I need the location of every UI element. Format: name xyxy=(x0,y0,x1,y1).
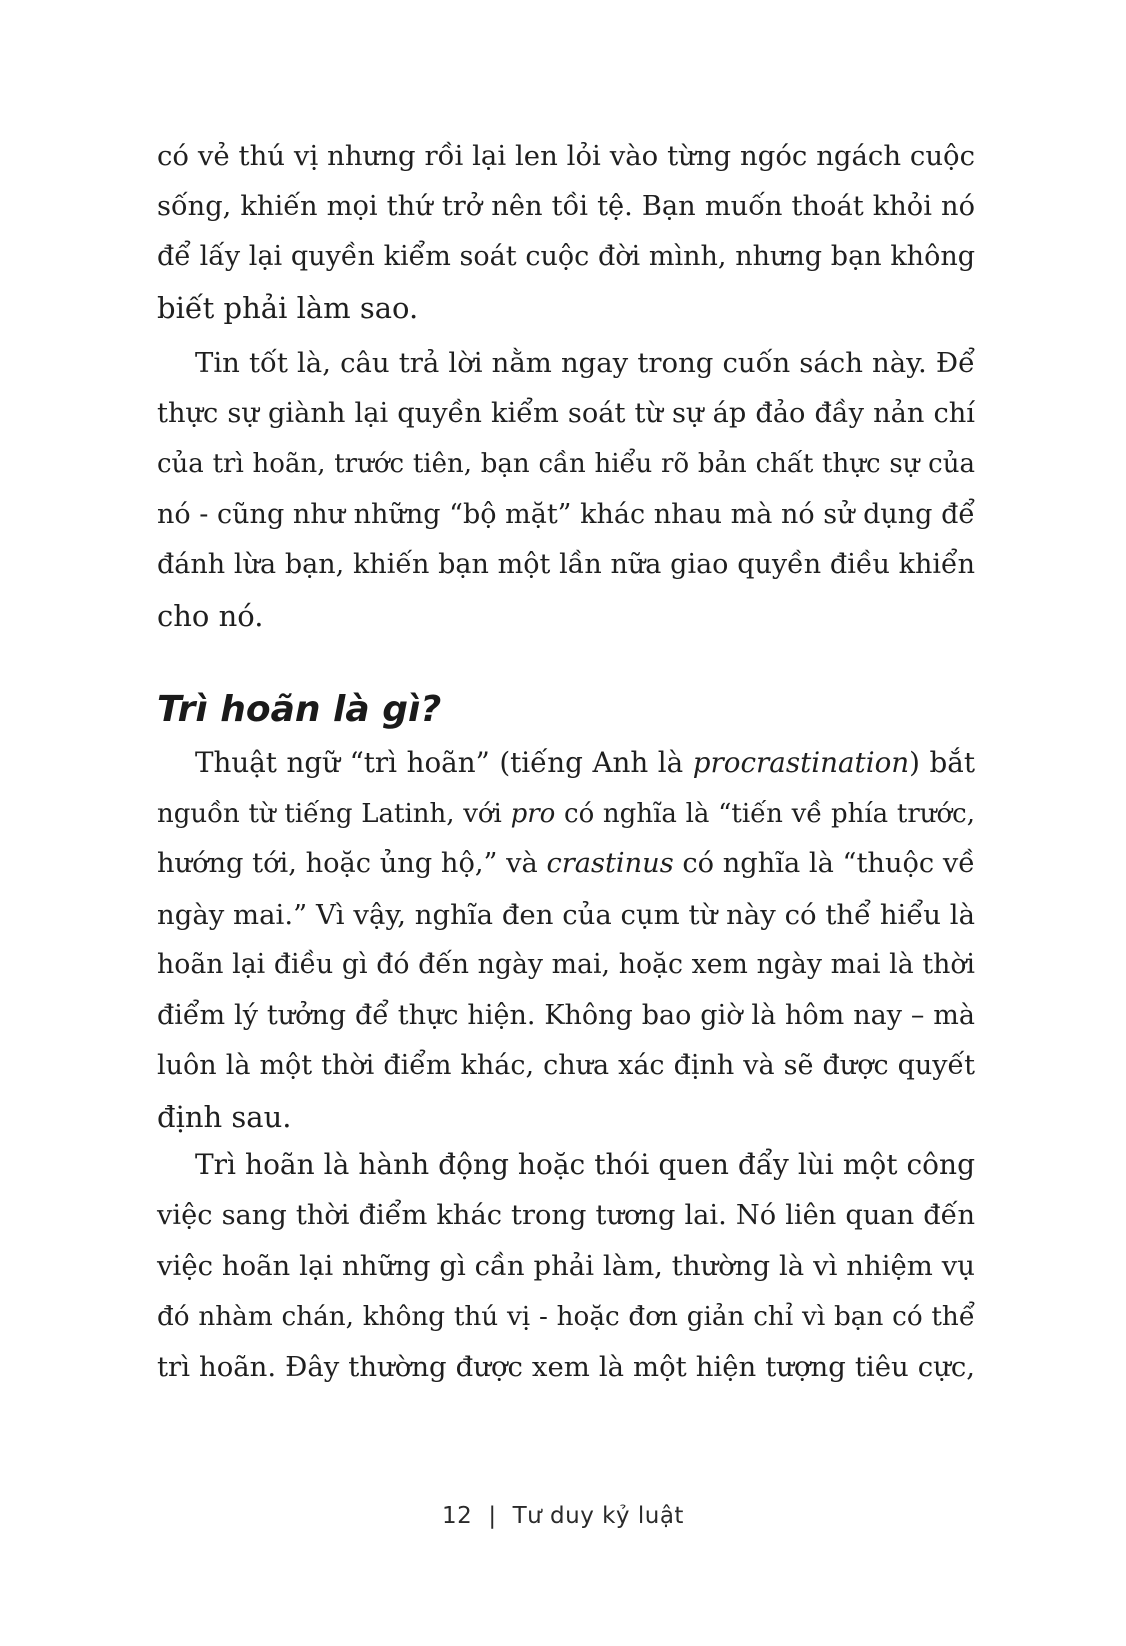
italic-term: pro xyxy=(510,798,556,829)
book-title: Tư duy kỷ luật xyxy=(512,1503,684,1529)
paragraph-3 xyxy=(157,738,975,1142)
italic-term: crastinus xyxy=(546,848,674,879)
text-line: nó - cũng như những “bộ mặt” khác nhau mà nó sử dụng để xyxy=(157,498,975,530)
text-line: Trì hoãn là hành động hoặc thói quen đẩy lùi một công xyxy=(195,1148,975,1181)
text-line: điểm lý tưởng để thực hiện. Không bao giờ là hôm nay – mà xyxy=(157,999,975,1031)
text-line: để lấy lại quyền kiểm soát cuộc đời mình, nhưng bạn không xyxy=(157,241,975,272)
text-segment: ) bắt xyxy=(909,746,975,779)
footer-separator: | xyxy=(488,1503,497,1529)
text-line xyxy=(157,789,975,840)
text-segment: hướng tới, hoặc ủng hộ,” và xyxy=(157,848,547,879)
paragraph-1 xyxy=(157,131,975,333)
page-number: 12 xyxy=(442,1503,473,1529)
text-segment: có nghĩa là “tiến về phía trước, xyxy=(555,798,975,829)
section-heading: Trì hoãn là gì? xyxy=(157,689,442,730)
text-line: trì hoãn. Đây thường được xem là một hiện tượng tiêu cực, xyxy=(157,1351,975,1383)
text-line: ngày mai.” Vì vậy, nghĩa đen của cụm từ này có thể hiểu là xyxy=(157,898,975,931)
text-line: việc sang thời điểm khác trong tương lai. Nó liên quan đến xyxy=(157,1199,975,1231)
text-line: Tin tốt là, câu trả lời nằm ngay trong cuốn sách này. Để xyxy=(195,347,975,379)
text-line: có vẻ thú vị nhưng rồi lại len lỏi vào từng ngóc ngách cuộc xyxy=(157,140,975,172)
text-line: của trì hoãn, trước tiên, bạn cần hiểu rõ bản chất thực sự của xyxy=(157,449,975,479)
text-segment: có nghĩa là “thuộc về xyxy=(673,848,975,879)
paragraph-2 xyxy=(157,338,975,641)
text-line: sống, khiến mọi thứ trở nên tồi tệ. Bạn muốn thoát khỏi nó xyxy=(157,190,975,222)
text-segment: Thuật ngữ “trì hoãn” (tiếng Anh là xyxy=(195,746,693,779)
text-line: hoãn lại điều gì đó đến ngày mai, hoặc xem ngày mai là thời xyxy=(157,949,975,980)
italic-term: procrastination xyxy=(692,746,910,779)
text-line: thực sự giành lại quyền kiểm soát từ sự áp đảo đầy nản chí xyxy=(157,397,975,429)
text-line xyxy=(157,839,975,890)
text-line: luôn là một thời điểm khác, chưa xác định và sẽ được quyết xyxy=(157,1050,975,1081)
text-line: định sau. xyxy=(157,1099,292,1134)
text-line: cho nó. xyxy=(157,598,264,633)
paragraph-4 xyxy=(157,1140,975,1393)
text-line: đánh lừa bạn, khiến bạn một lần nữa giao quyền điều khiển xyxy=(157,549,975,580)
page-footer xyxy=(0,1503,1126,1529)
text-segment: nguồn từ tiếng Latinh, với xyxy=(157,798,511,829)
text-line xyxy=(157,738,975,789)
text-line: đó nhàm chán, không thú vị - hoặc đơn giản chỉ vì bạn có thể xyxy=(157,1301,975,1332)
text-line: biết phải làm sao. xyxy=(157,290,419,325)
text-line: việc hoãn lại những gì cần phải làm, thường là vì nhiệm vụ xyxy=(157,1250,975,1282)
